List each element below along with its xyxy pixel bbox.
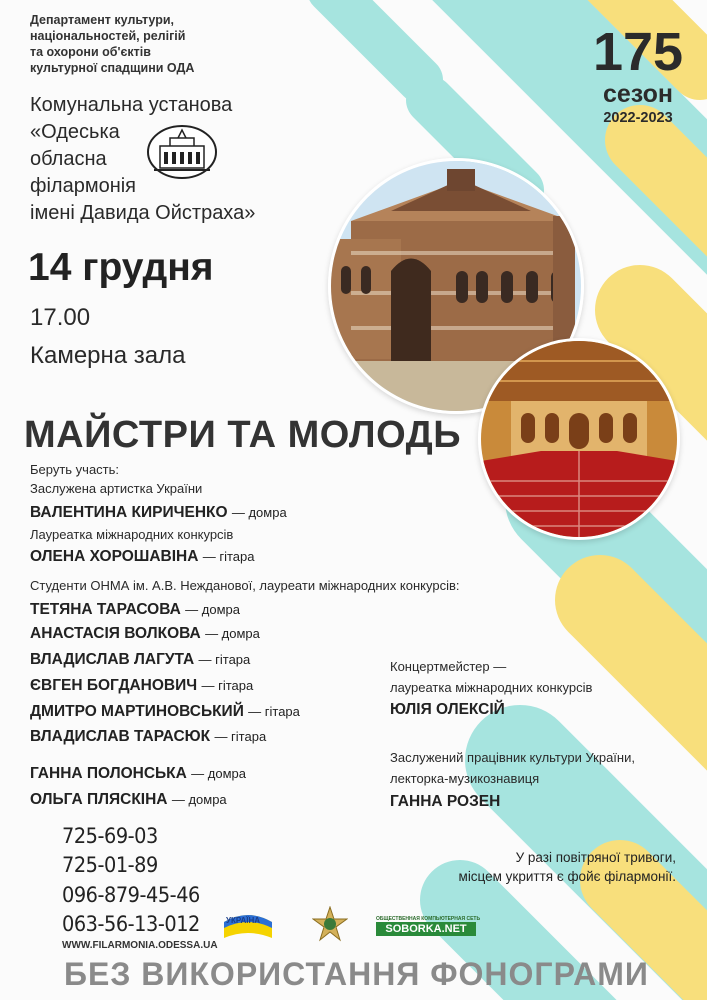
soloist-title: Лауреатка міжнародних конкурсів [30,527,234,542]
performer-name: ГАННА ПОЛОНСЬКА [30,765,187,782]
hall-interior-photo [478,338,680,540]
soborka-logo-text: SOBORKA.NET [376,922,476,936]
concert-title: МАЙСТРИ ТА МОЛОДЬ [24,414,462,456]
soloist-name [30,504,287,522]
phone-number[interactable]: 063-56-13-012 [62,912,200,936]
department-line: та охорони об'єктів [30,45,151,59]
instrument: — гітара [198,652,251,667]
student-row [30,601,240,619]
instrument: — домра [191,766,246,781]
student-row [30,677,253,695]
department-heading [30,12,210,76]
event-hall: Камерна зала [30,342,186,369]
instrument: — гітара [201,678,254,693]
ukraina-logo [222,910,274,940]
mint-stripe [330,0,420,80]
soloist-title: Заслужена артистка України [30,481,203,496]
institution-line: обласна [30,148,107,170]
institution-line: «Одеська [30,121,120,143]
lecturer-name: ГАННА РОЗЕН [390,793,501,810]
season-years: 2022-2023 [603,110,673,126]
student-row [30,728,266,746]
phone-number[interactable]: 725-01-89 [62,853,158,877]
season-number: 175 [592,22,684,82]
performer-name: АНАСТАСІЯ ВОЛКОВА [30,625,201,642]
season-label: сезон [603,80,673,108]
institution-name [30,92,255,227]
institution-line: імені Давида Ойстраха» [30,202,256,224]
institution-line: Комунальна установа [30,94,233,116]
accompanist-role: Концертмейстер — [390,659,507,674]
soloist-name [30,548,254,566]
no-playback-footer: БЕЗ ВИКОРИСТАННЯ ФОНОГРАМИ [64,956,649,992]
alert-line: місцем укриття є фойє філармонії. [458,869,676,884]
performer-name: ВЛАДИСЛАВ ТАРАСЮК [30,728,211,745]
department-line: Департамент культури, [30,13,174,27]
performer-name: ТЕТЯНА ТАРАСОВА [30,601,181,618]
alert-line: У разі повітряної тривоги, [515,850,676,865]
student-row [30,765,246,783]
lecturer-role: лекторка-музикознавиця [390,771,540,786]
performer-name: ЄВГЕН БОГДАНОВИЧ [30,677,198,694]
lecturer-title: Заслужений працівник культури України, [390,750,635,765]
student-row [30,791,227,809]
instrument: — гітара [248,704,300,719]
performer-name: ОЛЕНА ХОРОШАВІНА [30,548,199,565]
star-emblem-icon [312,906,348,942]
phone-number[interactable]: 725-69-03 [62,824,158,848]
event-time: 17.00 [30,304,91,331]
website-link[interactable]: WWW.FILARMONIA.ODESSA.UA [62,940,218,951]
instrument: — домра [205,626,260,641]
department-line: національностей, релігій [30,29,186,43]
phone-number[interactable]: 096-879-45-46 [62,883,200,907]
student-row [30,703,300,721]
performer-name: ВАЛЕНТИНА КИРИЧЕНКО [30,504,228,521]
event-date: 14 грудня [28,246,214,289]
accompanist-name: ЮЛІЯ ОЛЕКСІЙ [390,701,505,718]
institution-line: філармонія [30,175,137,197]
instrument: — гітара [214,729,267,744]
student-row [30,625,260,643]
participants-intro: Беруть участь: [30,462,120,477]
instrument: — домра [171,792,227,807]
performer-name: ВЛАДИСЛАВ ЛАГУТА [30,651,195,668]
soborka-caption: ОБЩЕСТВЕННАЯ КОМПЬЮТЕРНАЯ СЕТЬ [376,916,481,922]
student-row [30,651,250,669]
department-line: культурної спадщини ОДА [30,61,195,75]
performer-name: ДМИТРО МАРТИНОВСЬКИЙ [30,703,244,720]
air-alert-notice [380,848,676,886]
ukraina-logo-text: УКРАЇНА [226,916,261,925]
accompanist-title: лауреатка міжнародних конкурсів [390,680,593,695]
performer-name: ОЛЬГА ПЛЯСКІНА [30,791,168,808]
instrument: — гітара [202,549,255,564]
philharmonic-emblem [146,122,218,180]
soborka-logo [376,916,481,936]
instrument: — домра [231,505,287,520]
students-intro: Студенти ОНМА ім. А.В. Нежданової, лауреати міжнародних конкурсів: [30,578,460,593]
instrument: — домра [185,602,240,617]
